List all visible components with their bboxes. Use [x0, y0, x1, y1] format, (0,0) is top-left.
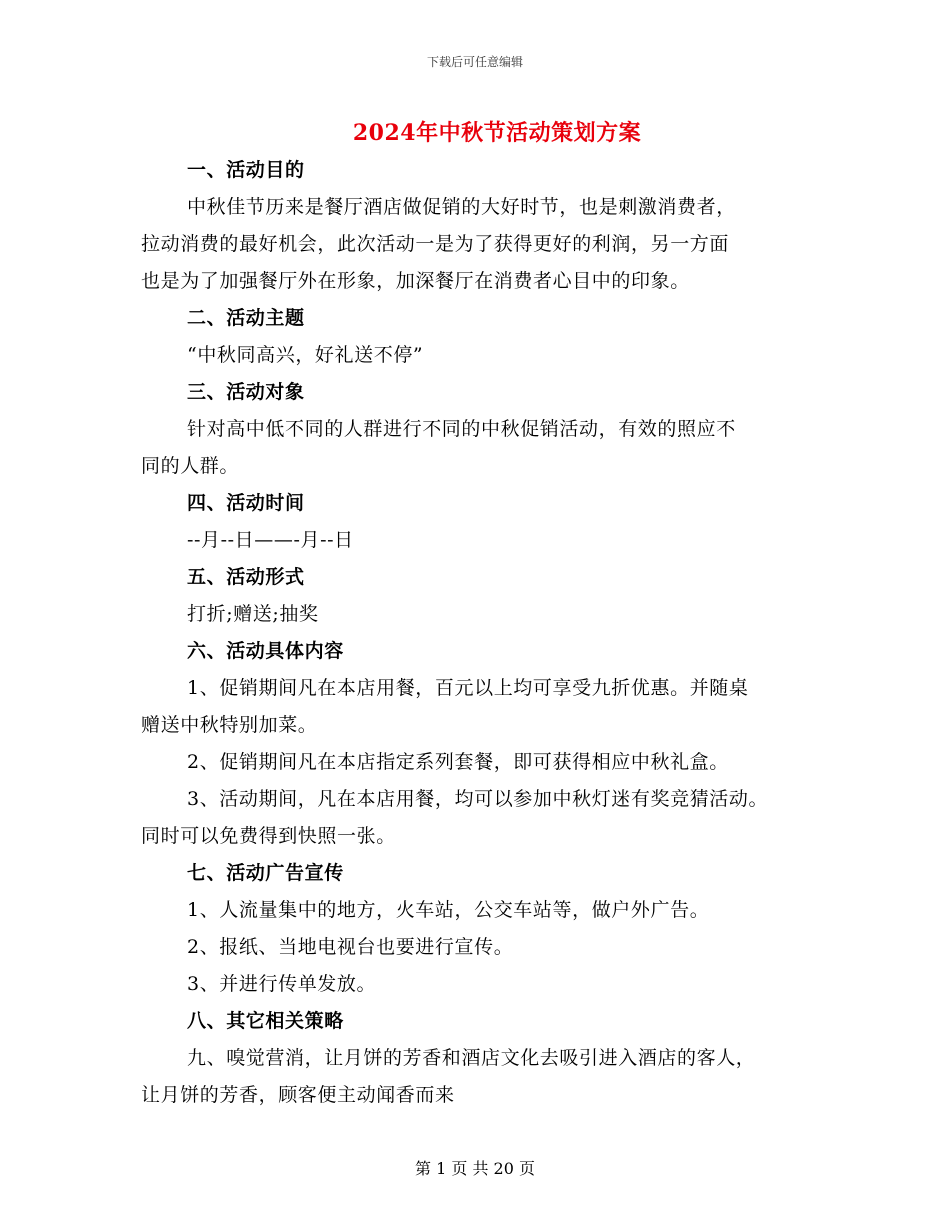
paragraph-line: 3、并进行传单发放。 — [187, 973, 377, 995]
paragraph-line: 也是为了加强餐厅外在形象，加深餐厅在消费者心目中的印象。 — [141, 270, 690, 292]
paragraph-line: 2、报纸、当地电视台也要进行宣传。 — [187, 936, 514, 958]
paragraph-line: 1、促销期间凡在本店用餐，百元以上均可享受九折优惠。并随桌 — [187, 677, 749, 699]
paragraph-line: 九、嗅觉营消，让月饼的芳香和酒店文化去吸引进入酒店的客人， — [187, 1047, 756, 1069]
section-heading: 一、活动目的 — [187, 159, 305, 181]
paragraph-line: 1、人流量集中的地方，火车站，公交车站等，做户外广告。 — [187, 899, 710, 921]
header-note: 下载后可任意编辑 — [426, 55, 523, 69]
paragraph-line: 2、促销期间凡在本店指定系列套餐，即可获得相应中秋礼盒。 — [187, 751, 729, 773]
section-heading: 七、活动广告宣传 — [187, 862, 344, 884]
paragraph-line: “中秋同高兴，好礼送不停” — [187, 344, 424, 366]
page-number: 第 1 页 共 20 页 — [415, 1159, 535, 1178]
paragraph-line: 让月饼的芳香，顾客便主动闻香而来 — [141, 1084, 455, 1106]
section-heading: 四、活动时间 — [187, 492, 305, 514]
document-title: 2024年中秋节活动策划方案 — [352, 120, 642, 146]
paragraph-line: 同时可以免费得到快照一张。 — [141, 825, 396, 847]
paragraph-line: 3、活动期间，凡在本店用餐，均可以参加中秋灯迷有奖竞猜活动。 — [187, 788, 769, 810]
paragraph-line: 同的人群。 — [141, 455, 240, 477]
section-heading: 五、活动形式 — [187, 566, 305, 588]
section-heading: 二、活动主题 — [187, 307, 305, 329]
document-body — [141, 152, 821, 1114]
paragraph-line: 拉动消费的最好机会，此次活动一是为了获得更好的利润，另一方面 — [141, 233, 730, 255]
paragraph-line: 赠送中秋特别加菜。 — [141, 714, 318, 736]
paragraph-line: 打折;赠送;抽奖 — [187, 603, 319, 625]
paragraph-line: 中秋佳节历来是餐厅酒店做促销的大好时节，也是刺激消费者， — [187, 196, 736, 218]
section-heading: 六、活动具体内容 — [187, 640, 344, 662]
section-heading: 八、其它相关策略 — [187, 1010, 344, 1032]
paragraph-line: 针对高中低不同的人群进行不同的中秋促销活动，有效的照应不 — [187, 418, 736, 440]
section-heading: 三、活动对象 — [187, 381, 305, 403]
paragraph-line: --月--日——-月--日 — [187, 529, 354, 551]
